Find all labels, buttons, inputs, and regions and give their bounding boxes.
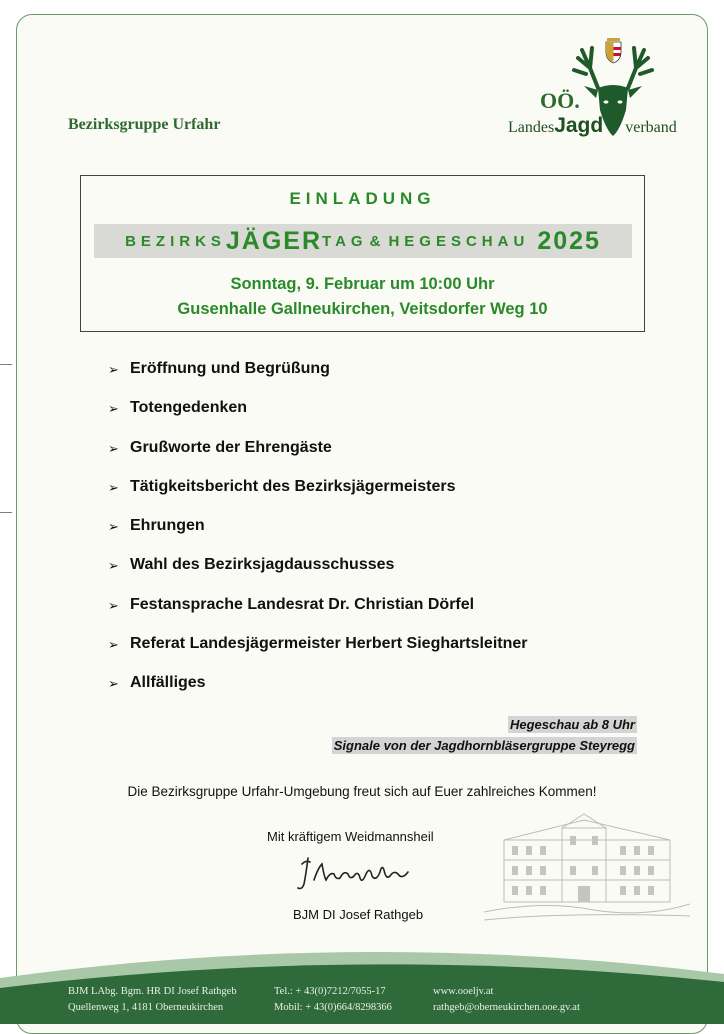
logo-wordmark: [508, 114, 677, 138]
footer: [0, 934, 724, 1024]
arrow-bullet-icon: ➢: [108, 479, 119, 495]
agenda-item: [108, 517, 527, 556]
agenda-item-label: Tätigkeitsbericht des Bezirksjägermeisters: [130, 477, 456, 495]
event-title-part: TAG: [322, 232, 368, 250]
agenda-item: [108, 399, 527, 438]
invitation-title: EINLADUNG: [289, 189, 436, 208]
footer-name: BJM LAbg. Bgm. HR DI Josef Rathgeb: [68, 986, 237, 997]
event-title-amp: &: [369, 232, 381, 250]
invitation-box: [80, 175, 645, 332]
event-title-part: HEGESCHAU: [388, 232, 530, 250]
agenda-item: [108, 478, 527, 517]
fold-mark: [0, 364, 12, 365]
hegeschau-note: Hegeschau ab 8 Uhr: [510, 717, 635, 732]
agenda-item: [108, 674, 527, 713]
agenda-item-label: Grußworte der Ehrengäste: [130, 438, 332, 456]
arrow-bullet-icon: ➢: [108, 558, 119, 574]
event-title-banner: [94, 224, 632, 258]
handwritten-signature: [296, 850, 414, 896]
arrow-bullet-icon: ➢: [108, 676, 119, 692]
org-name: Bezirksgruppe Urfahr: [68, 116, 221, 133]
greeting: Mit kräftigem Weidmannsheil: [267, 829, 434, 844]
agenda-list: [108, 360, 527, 714]
arrow-bullet-icon: ➢: [108, 362, 119, 377]
event-location: Gusenhalle Gallneukirchen, Veitsdorfer Weg 10: [177, 300, 548, 318]
logo-word-jagd: Jagd: [554, 114, 604, 137]
logo-word-landes: Landes: [508, 119, 555, 136]
arrow-bullet-icon: ➢: [108, 401, 119, 417]
building-sketch-image: [484, 800, 690, 930]
logo-prefix: OÖ.: [540, 88, 580, 113]
footer-email-link[interactable]: rathgeb@oberneukirchen.ooe.gv.at: [433, 1002, 580, 1013]
agenda-item: [108, 360, 527, 399]
landesjagdverband-logo: [506, 30, 696, 145]
logo-word-verband: verband: [625, 119, 677, 136]
footer-address: Quellenweg 1, 4181 Oberneukirchen: [68, 1002, 224, 1013]
signals-note: Signale von der Jagdhornbläsergruppe Steyregg: [333, 738, 635, 753]
footer-website-link[interactable]: www.ooeljv.at: [433, 986, 494, 997]
arrow-bullet-icon: ➢: [108, 597, 119, 613]
agenda-item: [108, 439, 527, 478]
agenda-item-label: Wahl des Bezirksjagdausschusses: [130, 556, 395, 574]
agenda-item-label: Referat Landesjägermeister Herbert Sieghartsleitner: [130, 635, 528, 653]
agenda-item-label: Eröffnung und Begrüßung: [130, 360, 330, 377]
agenda-item: [108, 635, 527, 674]
event-year: 2025: [537, 226, 601, 255]
footer-mobile: Mobil: + 43(0)664/8298366: [274, 1002, 392, 1013]
agenda-item-label: Ehrungen: [130, 517, 205, 535]
arrow-bullet-icon: ➢: [108, 637, 119, 653]
signer-name: BJM DI Josef Rathgeb: [293, 907, 424, 922]
event-date: Sonntag, 9. Februar um 10:00 Uhr: [230, 275, 495, 293]
agenda-item-label: Totengedenken: [130, 399, 248, 417]
arrow-bullet-icon: ➢: [108, 519, 119, 535]
closing-text: Die Bezirksgruppe Urfahr-Umgebung freut sich auf Euer zahlreiches Kommen!: [127, 784, 597, 799]
agenda-item-label: Festansprache Landesrat Dr. Christian Dörfel: [130, 595, 475, 613]
arrow-bullet-icon: ➢: [108, 440, 119, 456]
event-title-part: JÄGER: [225, 226, 323, 255]
fold-mark: [0, 512, 12, 513]
event-title-part: BEZIRKS: [125, 232, 226, 250]
agenda-item: [108, 596, 527, 635]
agenda-item: [108, 556, 527, 595]
footer-phone: Tel.: + 43(0)7212/7055-17: [274, 986, 386, 997]
agenda-item-label: Allfälliges: [130, 674, 206, 692]
